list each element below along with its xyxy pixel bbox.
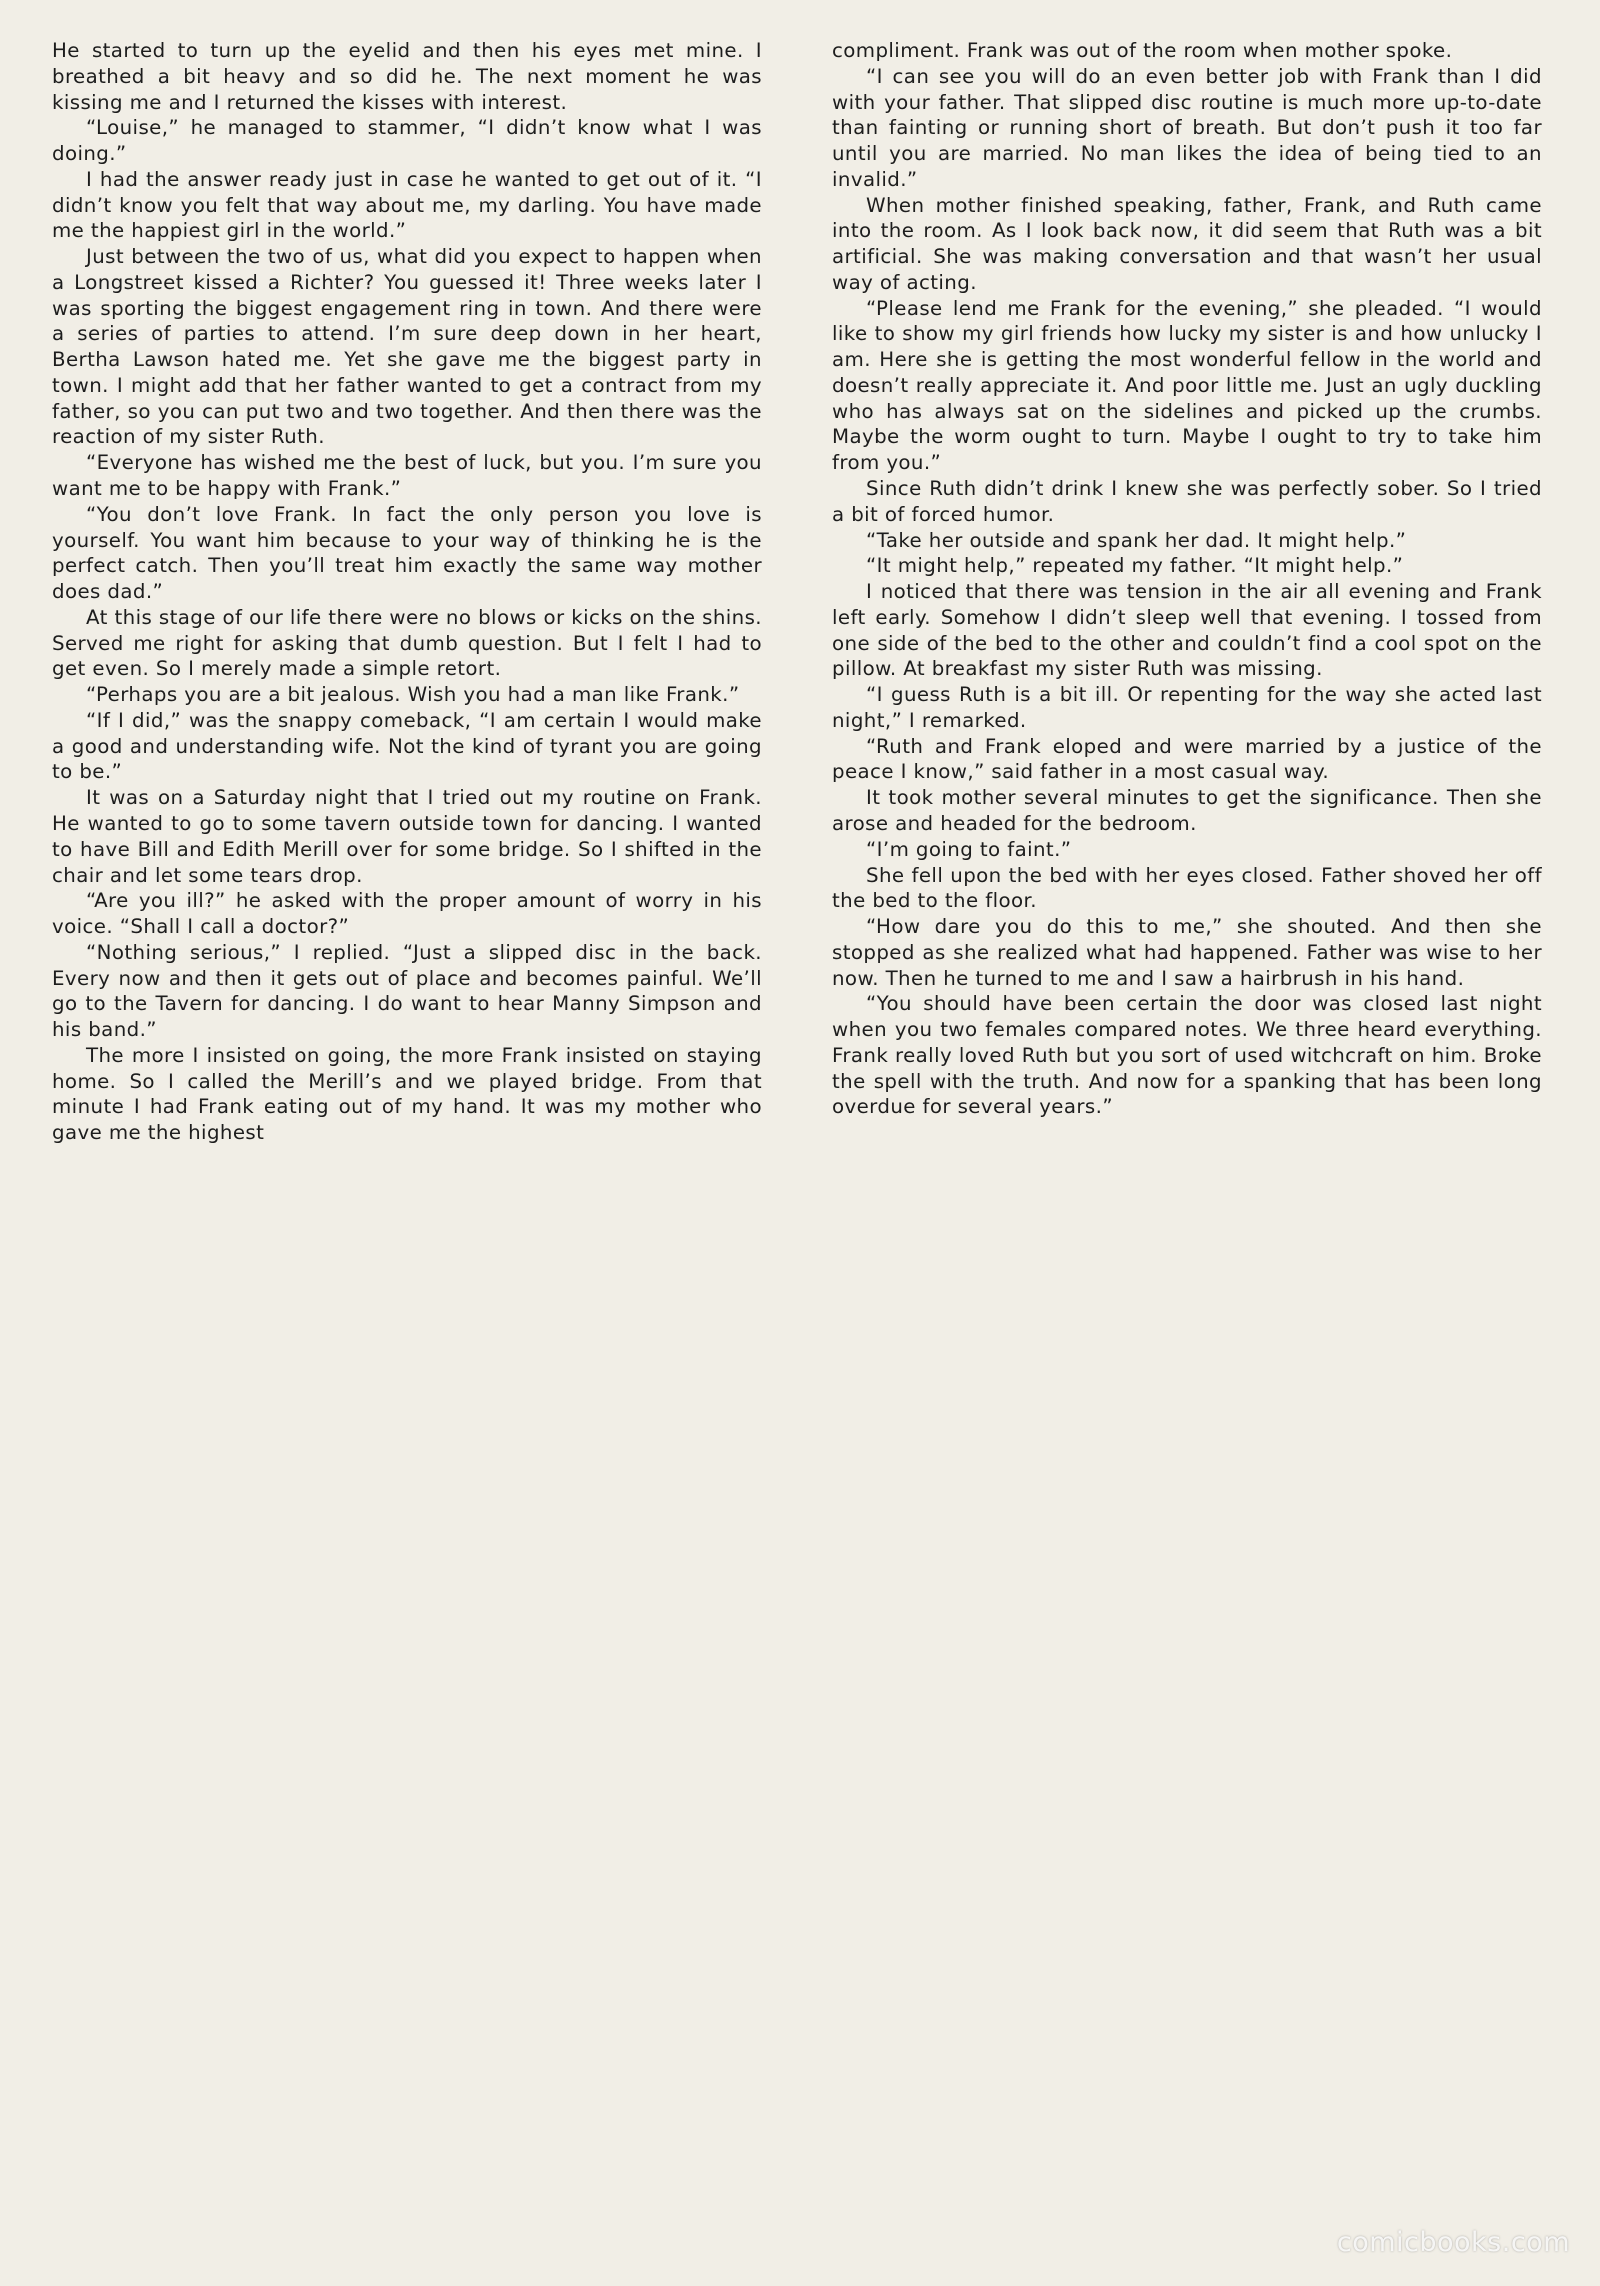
paragraph: “Ruth and Frank eloped and were married by a justice of the peace I know,” said father in a most casual way.	[832, 734, 1542, 784]
paragraph: “Nothing serious,” I replied. “Just a slipped disc in the back. Every now and then it gets out of place and becomes painful. We’ll go to the Tavern for dancing. I do want to hear Manny Simpson and his band.”	[52, 940, 762, 1042]
paragraph: “Everyone has wished me the best of luck, but you. I’m sure you want me to be happy with Frank.”	[52, 451, 762, 501]
paragraph: “You should have been certain the door was closed last night when you two females compared notes. We three heard everything. Frank really loved Ruth but you sort of used witchcraft on him. Broke the spell with the truth. And now for a spanking that has been long overdue for several years.”	[832, 992, 1542, 1119]
paragraph: It was on a Saturday night that I tried out my routine on Frank. He wanted to go to some tavern outside town for dancing. I wanted to have Bill and Edith Merill over for some bridge. So I shifted in the chair and let some tears drop.	[52, 786, 762, 887]
paragraph: “Are you ill?” he asked with the proper amount of worry in his voice. “Shall I call a doctor?”	[52, 889, 762, 939]
text-columns	[52, 38, 1542, 2256]
paragraph: “I’m going to faint.”	[866, 837, 1072, 861]
paragraph: When mother finished speaking, father, Frank, and Ruth came into the room. As I look back now, it did seem that Ruth was a bit artificial. She was making conversation and that wasn’t her usual way of acting.	[832, 193, 1542, 294]
paragraph: Just between the two of us, what did you expect to happen when a Longstreet kissed a Richter? You guessed it! Three weeks later I was sporting the biggest engagement ring in town. And there were a series of parties to attend. I’m sure deep down in her heart, Bertha Lawson hated me. Yet she gave me the biggest party in town. I might add that her father wanted to get a contract from my father, so you can put two and two together. And then there was the reaction of my sister Ruth.	[52, 245, 762, 449]
site-watermark: comicbooks.com	[1336, 2227, 1570, 2258]
paragraph: She fell upon the bed with her eyes closed. Father shoved her off the bed to the floor.	[832, 863, 1542, 913]
paragraph: It took mother several minutes to get the significance. Then she arose and headed for the bedroom.	[832, 786, 1542, 835]
left-column	[52, 38, 762, 2256]
paragraph: compliment. Frank was out of the room when mother spoke.	[832, 39, 1453, 62]
paragraph: “Louise,” he managed to stammer, “I didn’t know what I was doing.”	[52, 116, 762, 166]
paragraph: I noticed that there was tension in the air all evening and Frank left early. Somehow I didn’t sleep well that evening. I tossed from one side of the bed to the other and couldn’t find a cool spot on the pillow. At breakfast my sister Ruth was missing.	[832, 580, 1542, 681]
paragraph: “Perhaps you are a bit jealous. Wish you had a man like Frank.”	[86, 683, 740, 707]
paragraph: “I guess Ruth is a bit ill. Or repenting for the way she acted last night,” I remarked.	[832, 683, 1542, 732]
paragraph: “Please lend me Frank for the evening,” she pleaded. “I would like to show my girl friends how lucky my sister is and how unlucky I am. Here she is getting the most wonderful fellow in the world and doesn’t really appreciate it. And poor little me. Just an ugly duckling who has always sat on the sidelines and picked up the crumbs. Maybe the worm ought to turn. Maybe I ought to try to take him from you.”	[832, 296, 1542, 475]
paragraph: “If I did,” was the snappy comeback, “I am certain I would make a good and understanding wife. Not the kind of tyrant you are going to be.”	[52, 708, 762, 784]
paragraph: “Take her outside and spank her dad. It might help.”	[866, 528, 1407, 552]
paragraph: “I can see you will do an even better job with Frank than I did with your father. That slipped disc routine is much more up-to-date than fainting or running short of breath. But don’t push it too far until you are married. No man likes the idea of being tied to an invalid.”	[832, 64, 1542, 191]
paragraph: “You don’t love Frank. In fact the only person you love is yourself. You want him because to your way of thinking he is the perfect catch. Then you’ll treat him exactly the same way mother does dad.”	[52, 502, 762, 604]
paragraph: I had the answer ready just in case he wanted to get out of it. “I didn’t know you felt that way about me, my darling. You have made me the happiest girl in the world.”	[52, 167, 762, 243]
paragraph: Since Ruth didn’t drink I knew she was perfectly sober. So I tried a bit of forced humor.	[832, 477, 1542, 526]
paragraph: “How dare you do this to me,” she shouted. And then she stopped as she realized what had happened. Father was wise to her now. Then he turned to me and I saw a hairbrush in his hand.	[832, 915, 1542, 990]
paragraph: “It might help,” repeated my father. “It might help.”	[866, 554, 1404, 578]
paragraph: The more I insisted on going, the more Frank insisted on staying home. So I called the Merill’s and we played bridge. From that minute I had Frank eating out of my hand. It was my mother who gave me the highest	[52, 1043, 762, 1145]
paragraph: He started to turn up the eyelid and then his eyes met mine. I breathed a bit heavy and so did he. The next moment he was kissing me and I returned the kisses with interest.	[52, 39, 762, 114]
right-column	[832, 38, 1542, 2256]
paragraph: At this stage of our life there were no blows or kicks on the shins. Served me right for asking that dumb question. But I felt I had to get even. So I merely made a simple retort.	[52, 605, 762, 681]
